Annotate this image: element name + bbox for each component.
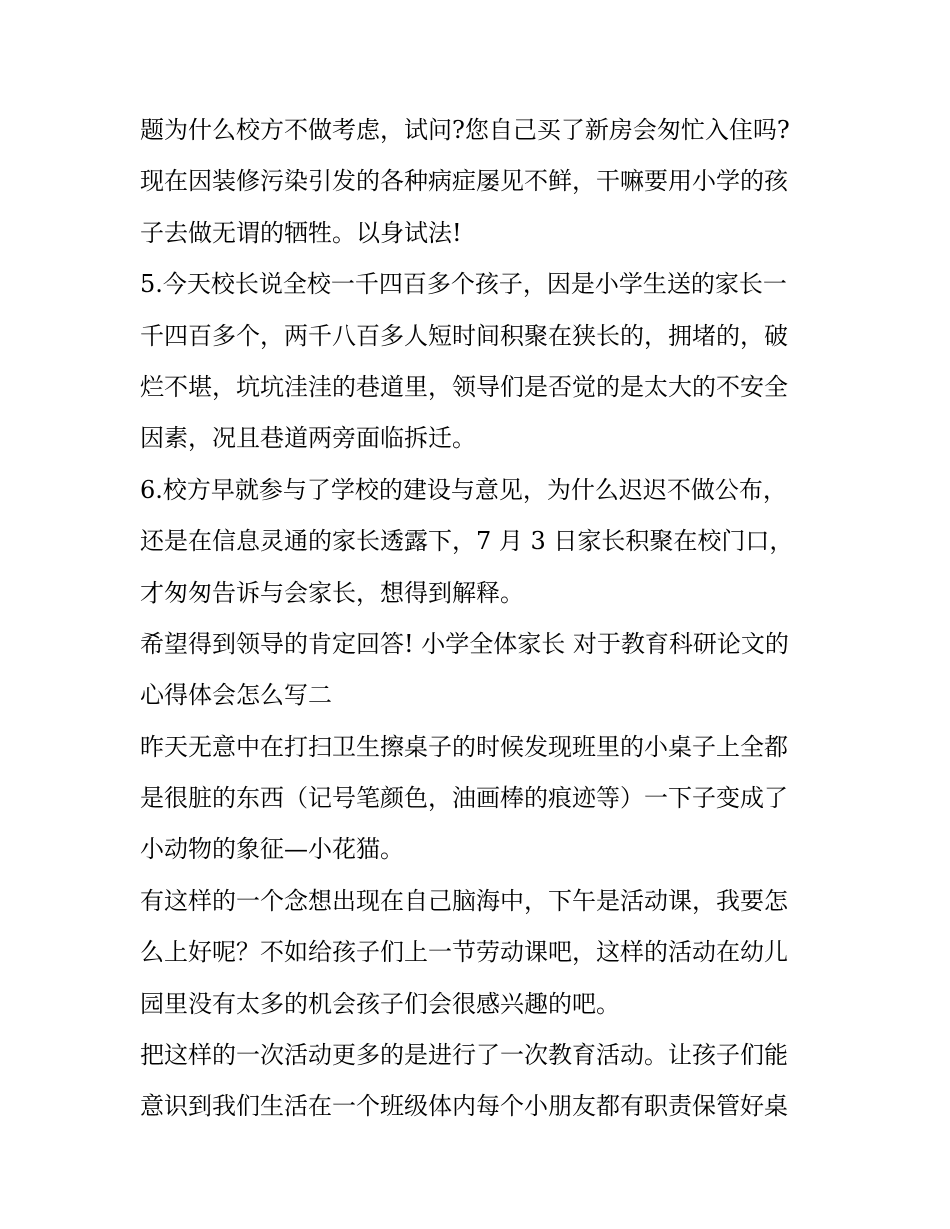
text-line: 小动物的象征—小花猫。 <box>140 835 404 864</box>
text-line: 园里没有太多的机会孩子们会很感兴趣的吧。 <box>140 989 620 1018</box>
text-line: 有这样的一个念想出现在自己脑海中，下午是活动课，我要怎 <box>140 886 788 915</box>
document-body <box>140 105 820 1133</box>
text-line: 才匆匆告诉与会家长，想得到解释。 <box>140 578 524 607</box>
text-line: 是很脏的东西（记号笔颜色，油画棒的痕迹等）一下子变成了 <box>140 784 788 813</box>
text-line: 还是在信息灵通的家长透露下，7 月 3 日家长积聚在校门口， <box>140 527 794 556</box>
text-line: 子去做无谓的牺牲。以身试法! <box>140 218 462 247</box>
text-line: 把这样的一次活动更多的是进行了一次教育活动。让孩子们能 <box>140 1041 788 1070</box>
text-line: 6.校方早就参与了学校的建设与意见，为什么迟迟不做公布， <box>140 475 787 504</box>
text-line: 现在因装修污染引发的各种病症屡见不鲜，干嘛要用小学的孩 <box>140 167 788 196</box>
text-line: 题为什么校方不做考虑，试问?您自己买了新房会匆忙入住吗? <box>140 116 790 144</box>
text-line: 5.今天校长说全校一千四百多个孩子，因是小学生送的家长一 <box>140 270 787 299</box>
text-line: 千四百多个，两千八百多人短时间积聚在狭长的，拥堵的，破 <box>140 321 788 350</box>
text-line: 昨天无意中在打扫卫生擦桌子的时候发现班里的小桌子上全都 <box>140 732 788 761</box>
text-line: 因素，况且巷道两旁面临拆迁。 <box>140 424 476 453</box>
text-line: 心得体会怎么写二 <box>140 681 332 710</box>
text-line: 希望得到领导的肯定回答! 小学全体家长 对于教育科研论文的 <box>140 629 789 658</box>
text-line: 么上好呢？不如给孩子们上一节劳动课吧，这样的活动在幼儿 <box>140 938 788 967</box>
text-line: 意识到我们生活在一个班级体内每个小朋友都有职责保管好桌 <box>140 1092 788 1121</box>
text-line: 烂不堪，坑坑洼洼的巷道里，领导们是否觉的是太大的不安全 <box>140 372 788 401</box>
